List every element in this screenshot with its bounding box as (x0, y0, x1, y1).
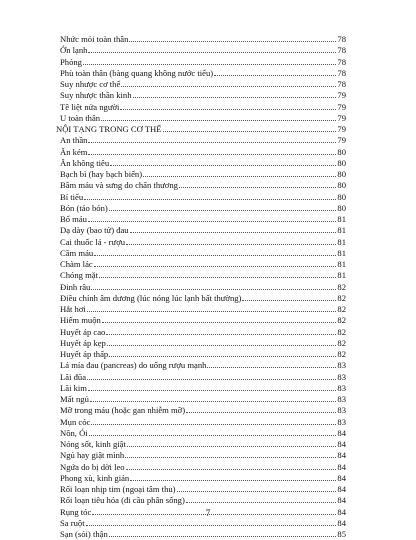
toc-entry-page: 80 (337, 202, 346, 213)
toc-entry-title: Đinh râu (60, 281, 91, 292)
toc-entry-title: Ngủ hay giật mình (60, 450, 125, 461)
toc-entry-page: 83 (337, 382, 346, 393)
toc-entry (56, 248, 346, 259)
toc-dot-leader (133, 96, 337, 98)
toc-dot-leader (109, 535, 337, 537)
toc-dot-leader (106, 333, 336, 335)
toc-entry-page: 79 (337, 124, 346, 134)
toc-entry-page: 78 (337, 56, 346, 67)
toc-dot-leader (126, 468, 337, 470)
toc-entry-page: 78 (337, 34, 346, 44)
toc-dot-leader (110, 164, 336, 166)
toc-entry-title: Bầm máu và sưng do chấn thương (60, 180, 178, 191)
toc-entry-title: Hắt hơi (60, 304, 86, 314)
toc-entry (56, 79, 346, 90)
toc-entry-page: 81 (337, 259, 346, 269)
toc-dot-leader (179, 186, 336, 188)
toc-dot-leader (99, 276, 336, 278)
toc-entry (56, 237, 346, 248)
toc-dot-leader (83, 63, 336, 65)
toc-dot-leader (88, 51, 336, 53)
toc-entry (56, 462, 346, 473)
toc-entry-page: 80 (337, 180, 346, 191)
toc-entry-title: Huyết áp thấp (60, 349, 109, 359)
toc-entry-page: 79 (337, 112, 346, 123)
toc-entry (56, 518, 346, 529)
toc-entry-title: Huyết áp kẹp (60, 337, 106, 348)
toc-entry-page: 83 (337, 394, 346, 404)
toc-entry-title: Lá mía đau (pancreas) do uống rượu mạnh (60, 360, 207, 371)
toc-entry-title: Ngứa do bị dời leo (60, 461, 125, 472)
toc-entry-page: 84 (337, 461, 346, 472)
toc-dot-leader (186, 411, 336, 413)
toc-entry-title: Sạn (sỏi) thận (60, 529, 108, 539)
toc-entry (56, 450, 346, 461)
toc-entry (56, 473, 346, 484)
toc-dot-leader (87, 310, 337, 312)
toc-entry (56, 439, 346, 450)
toc-entry-page: 80 (337, 146, 346, 157)
toc-entry (56, 259, 346, 270)
toc-entry (56, 405, 346, 416)
toc-entry (56, 327, 346, 338)
toc-dot-leader (214, 74, 336, 76)
toc-entry (56, 203, 346, 214)
toc-entry-page: 82 (337, 315, 346, 326)
toc-dot-leader (88, 220, 336, 222)
toc-entry-title: Ăn kém (60, 146, 88, 157)
toc-entry-title: An thần (60, 135, 88, 146)
toc-dot-leader (109, 209, 337, 211)
toc-entry-page: 78 (337, 79, 346, 89)
toc-entry-page: 79 (337, 135, 346, 146)
toc-entry (56, 147, 346, 158)
toc-dot-leader (143, 175, 336, 177)
toc-entry (56, 68, 346, 79)
toc-dot-leader (94, 254, 336, 256)
toc-entry-page: 83 (337, 360, 346, 371)
toc-entry-title: Phù toàn thân (bàng quang không nước tiểu) (60, 67, 214, 78)
toc-entry-page: 84 (337, 472, 346, 483)
toc-dot-leader (130, 479, 336, 481)
toc-dot-leader (130, 231, 337, 233)
toc-entry-title: Bí tiểu (60, 191, 84, 202)
toc-entry-title: Mỡ trong máu (hoặc gan nhiễm mỡ) (60, 405, 186, 416)
toc-entry-title: Rối loạn nhịp tim (ngoại tâm thu) (60, 484, 176, 494)
toc-entry (56, 338, 346, 349)
toc-section-heading (56, 124, 346, 135)
toc-entry (56, 225, 346, 236)
toc-entry-page: 84 (337, 450, 346, 461)
toc-entry-title: Rụng tóc (60, 506, 92, 517)
toc-entry-title: NỘI TẠNG TRONG CƠ THỂ (56, 124, 162, 134)
toc-dot-leader (90, 400, 337, 402)
toc-entry-title: Ăn không tiêu (60, 157, 110, 168)
toc-dot-leader (87, 378, 336, 380)
toc-entry (56, 169, 346, 180)
toc-dot-leader (109, 355, 336, 357)
toc-entry-page: 81 (337, 214, 346, 224)
toc-dot-leader (120, 108, 336, 110)
toc-entry-page: 82 (337, 326, 346, 337)
toc-entry-title: Nóng sốt, kinh giật (60, 439, 126, 449)
toc-entry-page: 79 (337, 101, 346, 112)
toc-entry-page: 81 (337, 247, 346, 258)
toc-entry (56, 214, 346, 225)
toc-dot-leader (88, 141, 336, 143)
toc-entry-page: 78 (337, 67, 346, 78)
toc-entry-title: Nhức mỏi toàn thân (60, 34, 129, 44)
toc-entry-title: Mất ngủ (60, 394, 89, 404)
toc-entry-title: Bón (táo bón) (60, 202, 108, 213)
toc-dot-leader (121, 85, 336, 87)
toc-entry-title: Lãi kim (60, 382, 87, 393)
toc-entry-page: 80 (337, 169, 346, 179)
toc-dot-leader (84, 198, 336, 200)
toc-entry (56, 135, 346, 146)
toc-entry (56, 293, 346, 304)
toc-entry (56, 45, 346, 56)
toc-entry-title: Sa ruột (60, 517, 85, 528)
toc-entry-title: Chàm lác (60, 259, 93, 269)
toc-entry-title: Huyết áp cao (60, 326, 106, 337)
toc-entry-title: Điều chỉnh âm dương (lúc nóng lúc lạnh bất thường) (60, 292, 242, 303)
toc-dot-leader (88, 389, 336, 391)
toc-entry (56, 529, 346, 540)
toc-entry-title: Cai thuốc lá - rượu (60, 236, 126, 247)
toc-dot-leader (163, 130, 337, 132)
toc-dot-leader (88, 153, 336, 155)
toc-dot-leader (127, 445, 337, 447)
toc-entry-page: 84 (337, 484, 346, 494)
toc-dot-leader (94, 265, 337, 267)
toc-entry-page: 81 (337, 225, 346, 236)
toc-entry-title: Phỏng (60, 56, 82, 67)
toc-entry (56, 192, 346, 203)
toc-entry (56, 360, 346, 371)
toc-entry-page: 79 (337, 90, 346, 101)
toc-entry-title: Suy nhược thần kinh (60, 90, 132, 101)
toc-entry (56, 113, 346, 124)
toc-entry (56, 282, 346, 293)
toc-entry-page: 84 (337, 439, 346, 449)
toc-entry-title: Phong xù, kinh giản (60, 472, 130, 483)
toc-dot-leader (102, 321, 337, 323)
toc-entry-page: 83 (337, 371, 346, 382)
toc-entry-title: Dạ dày (bao tử) đau (60, 225, 129, 236)
toc-entry-page: 83 (337, 405, 346, 416)
toc-entry-page: 80 (337, 191, 346, 202)
toc-entry-title: Chóng mặt (60, 270, 98, 281)
toc-entry-title: Nôn, Ói (60, 427, 88, 438)
toc-entry-title: Ớn lạnh (60, 45, 88, 56)
toc-entry (56, 428, 346, 439)
toc-entry-page: 84 (337, 506, 346, 517)
toc-dot-leader (207, 366, 336, 368)
toc-entry (56, 315, 346, 326)
toc-entry-page: 84 (337, 427, 346, 438)
toc-entry (56, 158, 346, 169)
toc-dot-leader (101, 119, 336, 121)
toc-entry (56, 34, 346, 45)
toc-entry-page: 80 (337, 157, 346, 168)
toc-dot-leader (89, 434, 337, 436)
toc-entry (56, 394, 346, 405)
toc-entry-title: Lãi đũa (60, 371, 87, 382)
toc-entry-page: 82 (337, 281, 346, 292)
page-number: 7 (205, 508, 211, 518)
toc-entry (56, 57, 346, 68)
toc-entry-page: 82 (337, 337, 346, 348)
toc-entry-page: 82 (337, 292, 346, 303)
toc-dot-leader (91, 423, 336, 425)
toc-entry-page: 81 (337, 270, 346, 281)
toc-entry-title: Tê liệt nửa người (60, 101, 120, 112)
toc-entry (56, 102, 346, 113)
toc-entry-title: Bạch bì (hay bạch biến) (60, 169, 143, 179)
toc-entry (56, 304, 346, 315)
toc-entry-title: Cầm máu (60, 247, 94, 258)
toc-entry (56, 180, 346, 191)
toc-entry-page: 84 (337, 495, 346, 506)
toc-entry (56, 484, 346, 495)
toc-dot-leader (126, 243, 336, 245)
toc-entry-page: 82 (337, 349, 346, 359)
toc-dot-leader (125, 456, 336, 458)
toc-entry-title: Rối loạn tiêu hóa (đi cầu phân sống) (60, 495, 185, 506)
toc-entry-title: U toàn thân (60, 112, 101, 123)
toc-entry-page: 83 (337, 416, 346, 427)
toc-entry-page: 85 (337, 529, 346, 539)
toc-entry (56, 372, 346, 383)
toc-entry (56, 417, 346, 428)
toc-entry-title: Mụn cóc (60, 416, 91, 427)
toc-entry (56, 383, 346, 394)
toc-entry-title: Bổ máu (60, 214, 87, 224)
toc-dot-leader (242, 299, 336, 301)
table-of-contents (56, 34, 346, 540)
toc-entry-page: 84 (337, 517, 346, 528)
toc-dot-leader (107, 344, 337, 346)
toc-dot-leader (186, 501, 337, 503)
toc-entry-page: 78 (337, 45, 346, 56)
toc-dot-leader (91, 288, 336, 290)
toc-dot-leader (86, 524, 337, 526)
toc-entry (56, 495, 346, 506)
toc-dot-leader (129, 40, 336, 42)
toc-entry (56, 90, 346, 101)
toc-entry (56, 270, 346, 281)
toc-entry-title: Hiếm muộn (60, 315, 101, 326)
toc-entry (56, 349, 346, 360)
toc-entry-page: 81 (337, 236, 346, 247)
toc-dot-leader (177, 490, 337, 492)
toc-entry-page: 82 (337, 304, 346, 314)
toc-entry-title: Suy nhược cơ thể (60, 79, 121, 89)
